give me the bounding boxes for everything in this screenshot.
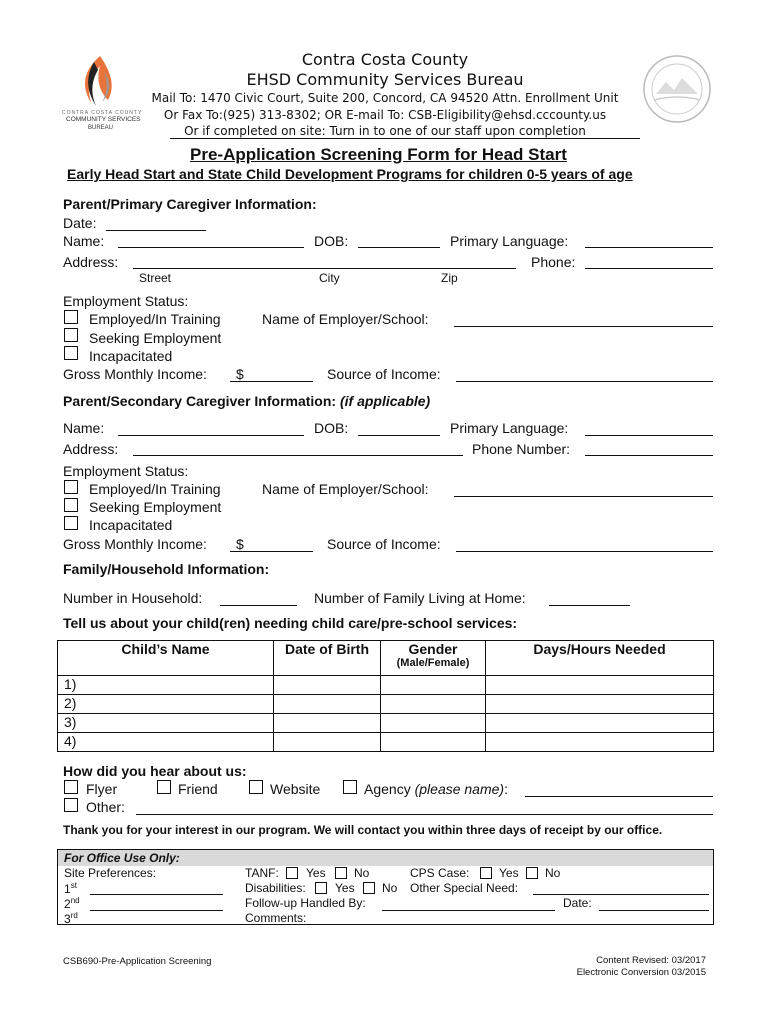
child-dob-cell[interactable] [274, 733, 381, 752]
secondary-phone-label: Phone Number: [472, 441, 571, 457]
cps-yes-label: Yes [499, 866, 519, 880]
primary-currency: $ [236, 366, 244, 382]
fax-email: Or Fax To:(925) 313-8302; OR E-mail To: CSB-Eligibility@ehsd.cccounty.us [163, 108, 607, 122]
form-title: Pre-Application Screening Form for Head Start [190, 145, 567, 164]
office-date-label: Date: [563, 896, 592, 910]
col-gender [381, 641, 486, 676]
agency-text: Agency [364, 781, 411, 797]
household-number-field[interactable] [220, 605, 297, 606]
mail-to: Mail To: 1470 Civic Court, Suite 200, Concord, CA 94520 Attn. Enrollment Unit [151, 91, 619, 105]
primary-employer-label: Name of Employer/School: [262, 311, 429, 327]
secondary-incapacitated-checkbox[interactable] [64, 516, 78, 530]
agency-label [364, 781, 508, 797]
tanf-no-checkbox[interactable] [335, 867, 347, 879]
primary-address-field[interactable] [133, 268, 516, 269]
primary-dob-field[interactable] [358, 247, 440, 248]
table-row [58, 676, 714, 695]
secondary-address-label: Address: [63, 441, 119, 457]
city-caption: City [319, 271, 340, 285]
secondary-source-label: Source of Income: [327, 536, 441, 552]
other-need-field[interactable] [533, 894, 709, 895]
secondary-employed-label: Employed/In Training [89, 481, 221, 497]
date-label: Date: [63, 215, 97, 231]
child-row-label[interactable]: 3) [58, 714, 274, 733]
primary-phone-field[interactable] [585, 268, 713, 269]
header-rule [170, 138, 640, 139]
pref-first-field[interactable] [90, 894, 223, 895]
family-living-label: Number of Family Living at Home: [314, 590, 526, 606]
primary-heading: Parent/Primary Caregiver Information: [63, 196, 317, 212]
child-row-label[interactable]: 1) [58, 676, 274, 695]
flyer-label: Flyer [86, 781, 118, 797]
thank-you-note: Thank you for your interest in our program. We will contact you within three days of receipt by our office. [63, 823, 663, 837]
secondary-phone-field[interactable] [585, 455, 713, 456]
secondary-language-field[interactable] [585, 435, 713, 436]
secondary-seeking-label: Seeking Employment [89, 499, 222, 515]
disabilities-yes-label: Yes [335, 881, 355, 895]
primary-incapacitated-checkbox[interactable] [64, 346, 78, 360]
content-revised: Content Revised: 03/2017 [596, 955, 706, 966]
primary-employment-label: Employment Status: [63, 293, 189, 309]
secondary-dob-label: DOB: [314, 420, 349, 436]
family-living-field[interactable] [549, 605, 630, 606]
secondary-employer-label: Name of Employer/School: [262, 481, 429, 497]
secondary-seeking-checkbox[interactable] [64, 498, 78, 512]
secondary-income-label: Gross Monthly Income: [63, 536, 207, 552]
pref-second-sup: nd [70, 896, 80, 905]
disabilities-no-label: No [382, 881, 398, 895]
secondary-currency: $ [236, 536, 244, 552]
other-checkbox[interactable] [64, 798, 78, 812]
table-row [58, 714, 714, 733]
disabilities-label: Disabilities: [245, 881, 306, 895]
child-row-label[interactable]: 2) [58, 695, 274, 714]
site-prefs-label: Site Preferences: [64, 866, 157, 880]
primary-income-field[interactable] [230, 381, 313, 382]
primary-income-label: Gross Monthly Income: [63, 366, 207, 382]
pref-third-label [64, 911, 78, 926]
child-gender-cell[interactable] [381, 676, 486, 695]
pref-second-label [64, 896, 80, 911]
household-number-label: Number in Household: [63, 590, 203, 606]
form-subtitle: Early Head Start and State Child Development Programs for children 0-5 years of age [67, 166, 633, 182]
website-checkbox[interactable] [249, 780, 263, 794]
secondary-heading-text: Parent/Secondary Caregiver Information: [63, 393, 337, 409]
primary-language-label: Primary Language: [450, 233, 569, 249]
pref-third-sup: rd [70, 911, 78, 920]
street-caption: Street [139, 271, 172, 285]
zip-caption: Zip [441, 271, 458, 285]
child-days-cell[interactable] [486, 676, 714, 695]
pref-second-num: 2 [64, 897, 71, 911]
office-use-box [57, 849, 714, 925]
other-field[interactable] [136, 814, 713, 815]
secondary-name-field[interactable] [118, 435, 304, 436]
primary-incapacitated-label: Incapacitated [89, 348, 173, 364]
disabilities-yes-checkbox[interactable] [315, 882, 327, 894]
secondary-name-label: Name: [63, 420, 105, 436]
agency-colon: : [504, 781, 508, 797]
friend-label: Friend [178, 781, 218, 797]
children-table [57, 640, 714, 752]
col-dob: Date of Birth [274, 641, 381, 676]
onsite-note: Or if completed on site: Turn in to one of our staff upon completion [184, 124, 586, 138]
hear-heading: How did you hear about us: [63, 763, 247, 779]
primary-source-field[interactable] [456, 381, 713, 382]
website-label: Website [270, 781, 321, 797]
followup-field[interactable] [382, 910, 555, 911]
form-id: CSB690-Pre-Application Screening [63, 956, 212, 967]
primary-seeking-checkbox[interactable] [64, 328, 78, 342]
child-days-cell[interactable] [486, 695, 714, 714]
electronic-conversion: Electronic Conversion 03/2015 [576, 967, 706, 978]
cps-no-checkbox[interactable] [526, 867, 538, 879]
table-row [58, 695, 714, 714]
secondary-incapacitated-label: Incapacitated [89, 517, 173, 533]
primary-name-field[interactable] [118, 247, 304, 248]
child-dob-cell[interactable] [274, 676, 381, 695]
cps-label: CPS Case: [410, 866, 470, 880]
office-date-field[interactable] [599, 910, 709, 911]
pref-second-field[interactable] [90, 910, 223, 911]
friend-checkbox[interactable] [157, 780, 171, 794]
child-row-label[interactable]: 4) [58, 733, 274, 752]
agency-checkbox[interactable] [343, 780, 357, 794]
logo-text-3: BUREAU [88, 125, 114, 131]
secondary-dob-field[interactable] [358, 435, 440, 436]
primary-employed-checkbox[interactable] [64, 310, 78, 324]
children-heading: Tell us about your child(ren) needing child care/pre-school services: [63, 615, 518, 631]
col-gender-label: Gender [408, 641, 458, 657]
tanf-label: TANF: [245, 866, 279, 880]
pref-first-num: 1 [64, 882, 71, 896]
household-heading: Family/Household Information: [63, 561, 270, 577]
primary-source-label: Source of Income: [327, 366, 441, 382]
primary-seeking-label: Seeking Employment [89, 330, 222, 346]
primary-address-label: Address: [63, 254, 119, 270]
tanf-no-label: No [354, 866, 370, 880]
tanf-yes-checkbox[interactable] [286, 867, 298, 879]
primary-employed-label: Employed/In Training [89, 311, 221, 327]
child-gender-cell[interactable] [381, 733, 486, 752]
disabilities-no-checkbox[interactable] [363, 882, 375, 894]
bureau-name: EHSD Community Services Bureau [246, 70, 524, 89]
primary-name-label: Name: [63, 233, 105, 249]
secondary-address-field[interactable] [133, 455, 463, 456]
secondary-employed-checkbox[interactable] [64, 480, 78, 494]
secondary-employment-label: Employment Status: [63, 463, 189, 479]
primary-language-field[interactable] [585, 247, 713, 248]
cps-no-label: No [545, 866, 561, 880]
date-field[interactable] [106, 230, 206, 231]
agency-name-field[interactable] [525, 796, 713, 797]
secondary-language-label: Primary Language: [450, 420, 569, 436]
table-row [58, 733, 714, 752]
secondary-source-field[interactable] [456, 551, 713, 552]
primary-employer-field[interactable] [454, 326, 713, 327]
child-gender-cell[interactable] [381, 714, 486, 733]
pref-first-sup: st [70, 881, 77, 890]
pref-first-label [64, 881, 77, 896]
flyer-checkbox[interactable] [64, 780, 78, 794]
cps-yes-checkbox[interactable] [480, 867, 492, 879]
secondary-employer-field[interactable] [454, 496, 713, 497]
col-days-hours: Days/Hours Needed [486, 641, 714, 676]
child-gender-cell[interactable] [381, 695, 486, 714]
secondary-heading [63, 393, 430, 409]
tanf-yes-label: Yes [306, 866, 326, 880]
pref-third-num: 3 [64, 912, 71, 926]
comments-label: Comments: [245, 911, 307, 925]
child-dob-cell[interactable] [274, 714, 381, 733]
other-label: Other: [86, 799, 125, 815]
primary-phone-label: Phone: [531, 254, 576, 270]
followup-label: Follow-up Handled By: [245, 896, 366, 910]
child-days-cell[interactable] [486, 733, 714, 752]
secondary-income-field[interactable] [230, 551, 313, 552]
office-heading: For Office Use Only: [64, 851, 180, 865]
county-name: Contra Costa County [301, 50, 469, 69]
child-days-cell[interactable] [486, 714, 714, 733]
agency-note: (please name) [414, 781, 505, 797]
secondary-heading-note: (if applicable) [339, 393, 431, 409]
child-dob-cell[interactable] [274, 695, 381, 714]
logo-text-1: CONTRA COSTA COUNTY [62, 110, 143, 116]
col-child-name: Child’s Name [58, 641, 274, 676]
col-gender-sub: (Male/Female) [396, 657, 470, 669]
primary-dob-label: DOB: [314, 233, 349, 249]
logo-text-2: COMMUNITY SERVICES [66, 116, 141, 123]
other-need-label: Other Special Need: [410, 881, 519, 895]
